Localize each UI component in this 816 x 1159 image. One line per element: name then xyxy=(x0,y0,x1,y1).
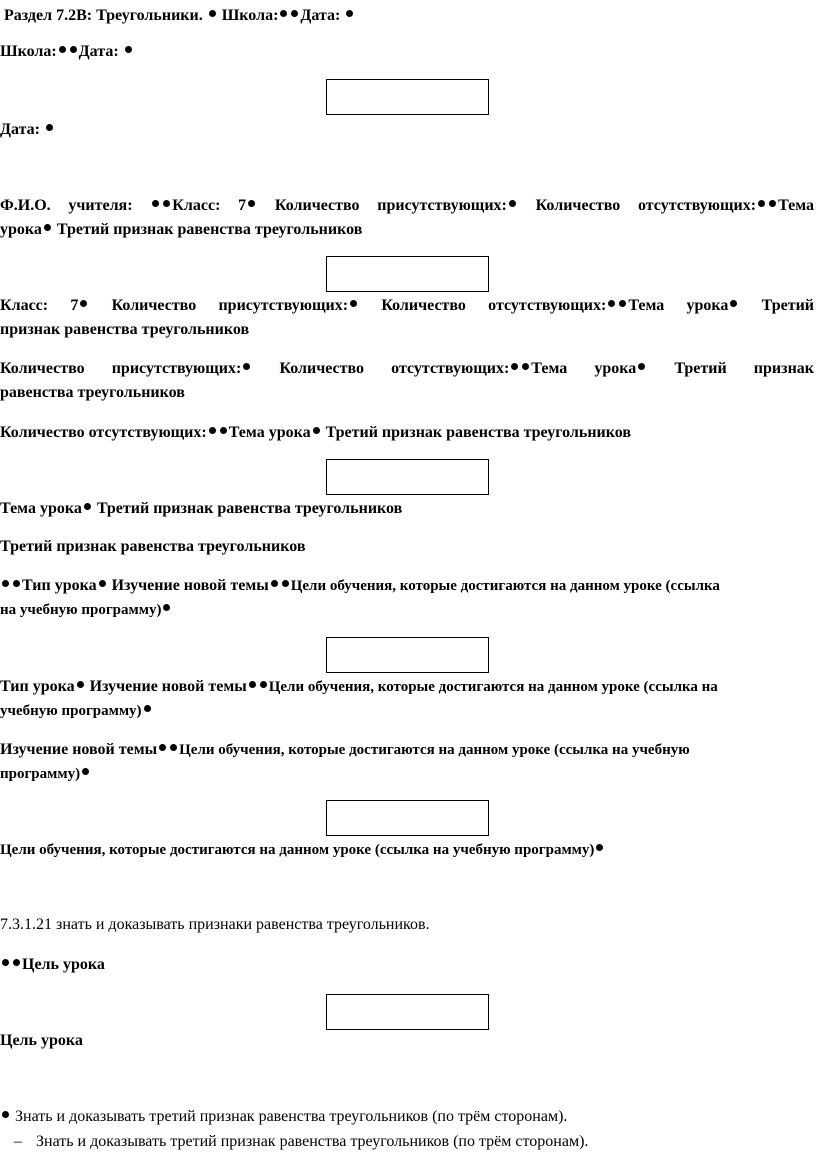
lesson-type-value: Изучение новой темы xyxy=(0,741,158,758)
bullet-icon xyxy=(44,224,51,231)
empty-frame xyxy=(326,79,489,115)
topic-value: Третий xyxy=(761,297,814,314)
bullet-icon xyxy=(99,580,106,587)
lesson-type-row xyxy=(0,675,816,699)
bullet-icon xyxy=(346,10,353,17)
bullet-icon xyxy=(596,844,603,851)
bullet-icon xyxy=(170,744,177,751)
present-label: Количество присутствующих: xyxy=(111,297,349,314)
objectives-row xyxy=(0,838,816,862)
bullet-icon xyxy=(619,300,626,307)
topic-label: Тема урока xyxy=(228,424,311,441)
present-label: Количество присутствующих: xyxy=(0,360,242,377)
empty-frame xyxy=(326,459,489,495)
present-label: Количество присутствующих: xyxy=(274,197,507,214)
bullet-icon xyxy=(163,604,170,611)
topic-value: признак равенства треугольников xyxy=(0,321,250,338)
bullet-icon xyxy=(313,427,320,434)
topic-label: Тема xyxy=(778,197,815,214)
school-label: Школа: xyxy=(0,43,57,60)
topic-row xyxy=(0,381,816,405)
school-label: Школа: xyxy=(221,7,279,24)
bullet-icon xyxy=(152,200,159,207)
objective-text: 7.3.1.21 знать и доказывать признаки равенства треугольников. xyxy=(0,916,430,933)
goal-text: Знать и доказывать третий признак равенства треугольников (по трём сторонам). xyxy=(36,1133,589,1150)
school-row xyxy=(0,40,816,64)
section-heading xyxy=(4,4,816,28)
bullet-icon xyxy=(159,744,166,751)
teacher-label: Ф.И.О. учителя: xyxy=(0,197,133,214)
bullet-icon xyxy=(163,200,170,207)
bullet-icon xyxy=(13,959,20,966)
class-label: Класс: 7 xyxy=(172,197,247,214)
bullet-icon xyxy=(209,427,216,434)
absent-label: Количество отсутствующих: xyxy=(381,297,607,314)
objectives-label: Цели обучения, которые достигаются на данном уроке (ссылка на учебную программу) xyxy=(0,842,595,858)
objectives-label: учебную программу) xyxy=(0,703,142,719)
topic-label: Тема урока xyxy=(628,297,729,314)
section-title: Раздел 7.2В: Треугольники. xyxy=(4,7,203,24)
empty-frame xyxy=(326,637,489,673)
bullet-icon xyxy=(2,959,9,966)
bullet-icon xyxy=(608,300,615,307)
bullet-icon xyxy=(511,363,518,370)
goal-text: Знать и доказывать третий признак равенства треугольников (по трём сторонам). xyxy=(15,1108,568,1125)
bullet-icon xyxy=(220,427,227,434)
objectives-row xyxy=(0,598,816,622)
bullet-icon xyxy=(350,300,357,307)
topic-label: урока xyxy=(0,221,42,238)
absent-label: Количество отсутствующих: xyxy=(279,360,510,377)
lesson-type-row xyxy=(0,574,816,598)
bullet-icon xyxy=(769,200,776,207)
goal-item xyxy=(0,1130,816,1154)
new-topic-row xyxy=(0,738,816,762)
bullet-icon xyxy=(509,200,516,207)
empty-frame xyxy=(326,800,489,836)
lesson-type-label: Тип урока xyxy=(0,678,75,695)
bullet-icon xyxy=(2,580,9,587)
objectives-label: программу) xyxy=(0,766,81,782)
date-label: Дата: xyxy=(78,43,119,60)
lesson-type-value: Изучение новой темы xyxy=(111,577,269,594)
bullet-icon xyxy=(271,580,278,587)
bullet-icon xyxy=(144,705,151,712)
date-row xyxy=(0,118,816,142)
bullet-icon xyxy=(249,681,256,688)
bullet-icon xyxy=(280,10,287,17)
dash-bullet-icon: – xyxy=(14,1133,22,1150)
lesson-type-label: Тип урока xyxy=(22,577,97,594)
topic-value: Третий признак xyxy=(674,360,814,377)
empty-frame xyxy=(326,256,489,292)
topic-label: Тема урока xyxy=(0,500,82,517)
objective-item xyxy=(0,913,816,937)
absent-label: Количество отсутствующих: xyxy=(0,424,207,441)
topic-row xyxy=(0,535,816,559)
bullet-icon xyxy=(84,503,91,510)
topic-value: Третий признак равенства треугольников xyxy=(96,500,403,517)
topic-row xyxy=(0,318,816,342)
goal-item xyxy=(0,1105,816,1129)
bullet-icon xyxy=(77,681,84,688)
teacher-row xyxy=(0,194,814,218)
bullet-icon xyxy=(209,10,216,17)
bullet-icon xyxy=(282,580,289,587)
bullet-icon xyxy=(243,363,250,370)
objectives-label: Цели обучения, которые достигаются на данном уроке (ссылка на учебную xyxy=(179,742,690,758)
bullet-icon xyxy=(80,300,87,307)
goal-row xyxy=(0,953,816,977)
bullet-icon xyxy=(13,580,20,587)
bullet-icon xyxy=(46,124,53,131)
topic-value: равенства треугольников xyxy=(0,384,185,401)
topic-value: Третий признак равенства треугольников xyxy=(56,221,363,238)
topic-row xyxy=(0,497,816,521)
bullet-icon xyxy=(522,363,529,370)
topic-label: Тема урока xyxy=(531,360,637,377)
objectives-label: Цели обучения, которые достигаются на данном уроке (ссылка на xyxy=(268,679,718,695)
goal-label: Цель урока xyxy=(22,956,105,973)
bullet-icon xyxy=(59,46,66,53)
class-row xyxy=(0,294,814,318)
bullet-icon xyxy=(638,363,645,370)
date-label: Дата: xyxy=(0,121,40,138)
topic-row xyxy=(0,218,816,242)
bullet-icon xyxy=(2,1111,9,1118)
date-label: Дата: xyxy=(300,7,341,24)
objectives-label: Цели обучения, которые достигаются на данном уроке (ссылка xyxy=(290,578,720,594)
bullet-icon xyxy=(82,768,89,775)
objectives-row xyxy=(0,762,816,786)
objectives-row xyxy=(0,699,816,723)
bullet-icon xyxy=(248,200,255,207)
absent-label: Количество отсутствующих: xyxy=(535,197,757,214)
present-row xyxy=(0,357,814,381)
bullet-icon xyxy=(125,46,132,53)
bullet-icon xyxy=(291,10,298,17)
lesson-type-value: Изучение новой темы xyxy=(89,678,247,695)
bullet-icon xyxy=(260,681,267,688)
goal-label: Цель урока xyxy=(0,1032,83,1049)
bullet-icon xyxy=(730,300,737,307)
topic-value: Третий признак равенства треугольников xyxy=(0,538,306,555)
absent-row xyxy=(0,421,816,445)
class-label: Класс: 7 xyxy=(0,297,79,314)
objectives-label: на учебную программу) xyxy=(0,602,162,618)
empty-frame xyxy=(326,994,489,1030)
bullet-icon xyxy=(758,200,765,207)
bullet-icon xyxy=(70,46,77,53)
topic-value: Третий признак равенства треугольников xyxy=(325,424,632,441)
goal-row xyxy=(0,1029,816,1053)
